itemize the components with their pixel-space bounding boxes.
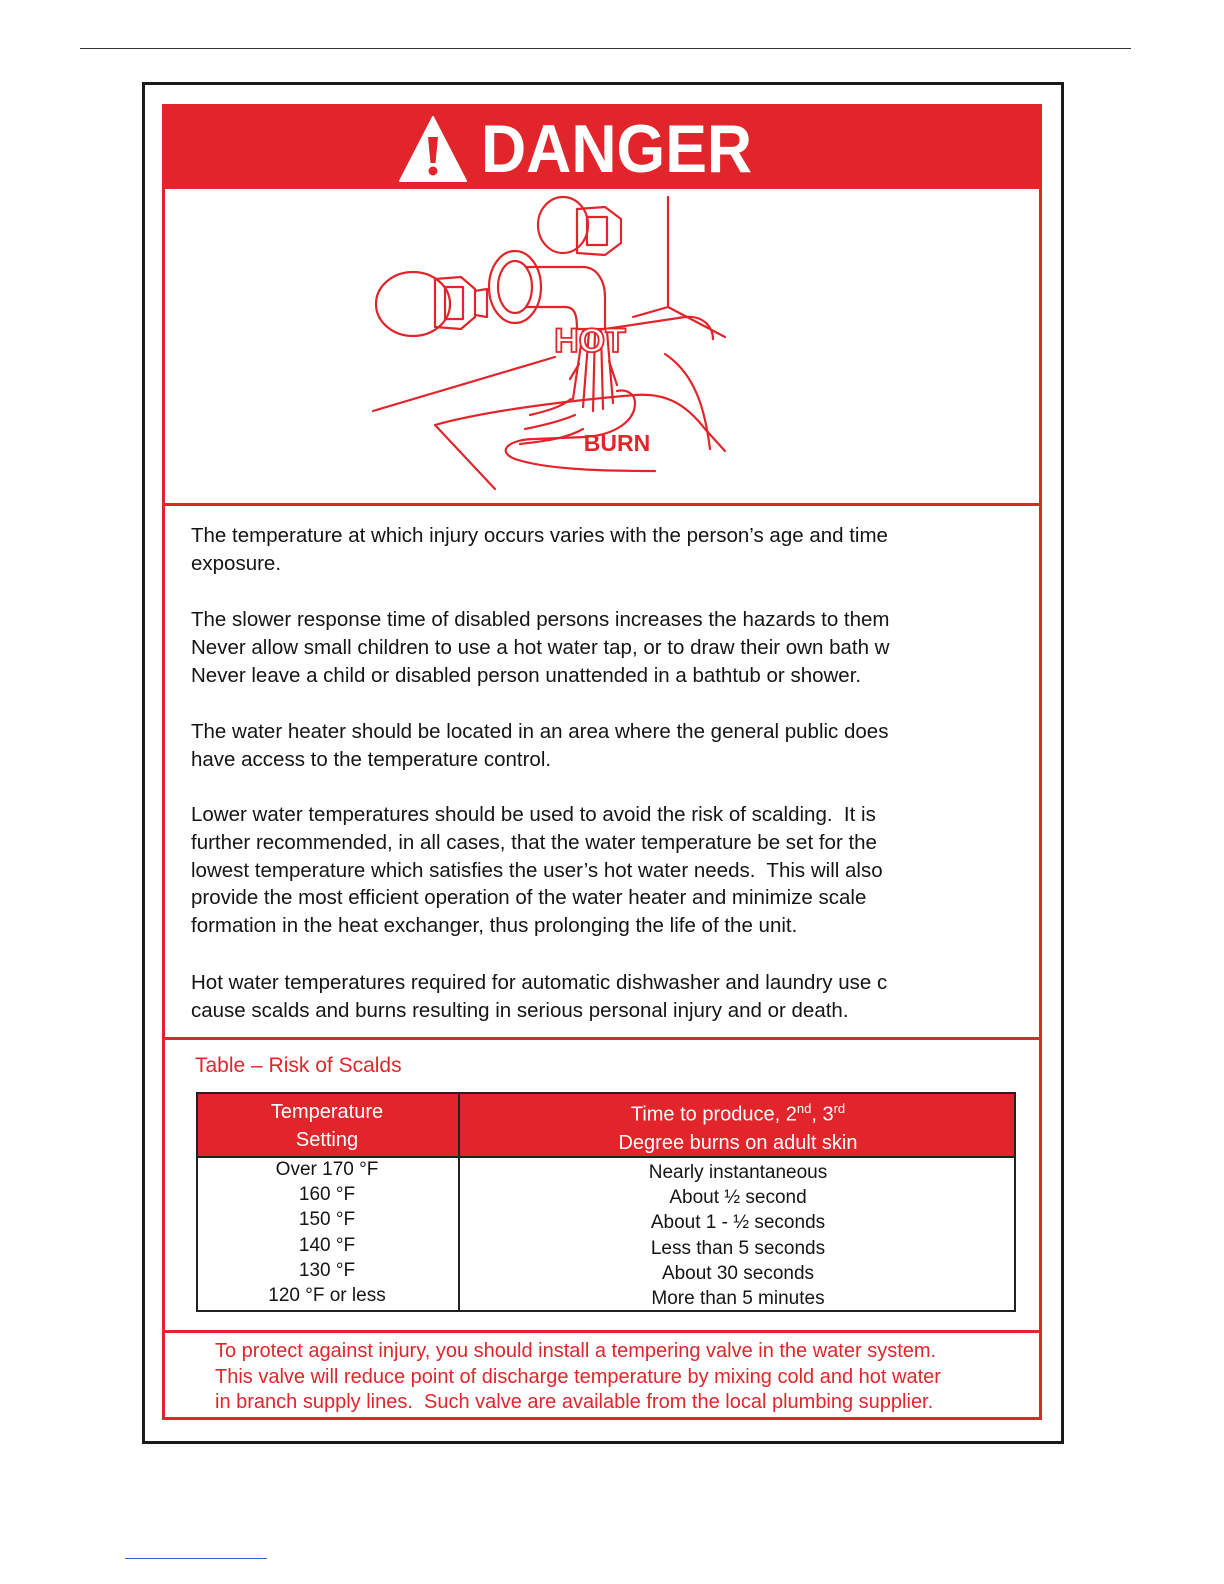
paragraph: The slower response time of disabled persons increases the hazards to them Never allow small children to use a hot water tap, or to draw their own bath w Never leave a child or disabled person unattended in a bathtub or shower. — [191, 608, 890, 687]
table-cell: Less than 5 seconds — [650, 1237, 826, 1259]
warning-triangle-icon — [397, 113, 469, 185]
table-cell: Nearly instantaneous — [648, 1162, 828, 1183]
table-cell: Over 170 °F — [275, 1159, 379, 1180]
danger-label — [162, 104, 1042, 1420]
burn-label: BURN — [583, 430, 651, 456]
table-cell: About 1 - ½ seconds — [650, 1212, 826, 1234]
header-temperature-setting: Temperature Setting — [270, 1101, 384, 1151]
time-column — [460, 1160, 1016, 1311]
paragraph: Lower water temperatures should be used to avoid the risk of scalding. It is further recommended, in all cases, that the water temperature be set for the lowest temperature which satisfies the user’s hot water needs. This will also provide the most efficient operation of the water heater and minimize scale formation in the heat exchanger, thus prolonging the life of the unit. — [191, 803, 883, 938]
table-cell: 160 °F — [298, 1184, 356, 1206]
table-cell: 140 °F — [298, 1234, 356, 1256]
footnote-rule — [125, 1558, 267, 1559]
header-rule — [80, 48, 1131, 49]
table-cell: 120 °F or less — [268, 1285, 386, 1307]
notice-text: To protect against injury, you should install a tempering valve in the water system. This valve will reduce point of discharge temperature by mixing cold and hot water in branch supply lines. Such valve are available from the local plumbing supplier. — [215, 1340, 941, 1413]
safety-text — [165, 506, 1039, 1040]
hot-tap-burn-icon — [165, 189, 1039, 503]
danger-heading: DANGER — [481, 111, 753, 187]
table-title: Table – Risk of Scalds — [195, 1054, 402, 1077]
temperature-column — [198, 1157, 456, 1308]
paragraph: The temperature at which injury occurs varies with the person’s age and time exposure. — [191, 524, 888, 575]
header-time-to-produce: Time to produce, 2nd, 3rd Degree burns on adult skin — [618, 1101, 858, 1154]
scald-illustration — [165, 189, 1039, 506]
paragraph: Hot water temperatures required for automatic dishwasher and laundry use c cause scalds and burns resulting in serious personal injury and or death. — [191, 971, 888, 1022]
table-cell: 130 °F — [298, 1259, 356, 1281]
scald-risk-table — [196, 1092, 1016, 1312]
table-cell: About 30 seconds — [661, 1262, 815, 1284]
tempering-valve-notice — [165, 1333, 1039, 1417]
table-cell: 150 °F — [298, 1209, 356, 1231]
paragraph: The water heater should be located in an area where the general public does have access to the temperature control. — [191, 720, 889, 771]
table-cell: More than 5 minutes — [651, 1288, 825, 1310]
scald-risk-section — [165, 1040, 1039, 1333]
hot-label: HOT — [554, 322, 626, 360]
table-cell: About ½ second — [669, 1187, 807, 1209]
danger-banner — [165, 107, 1039, 189]
